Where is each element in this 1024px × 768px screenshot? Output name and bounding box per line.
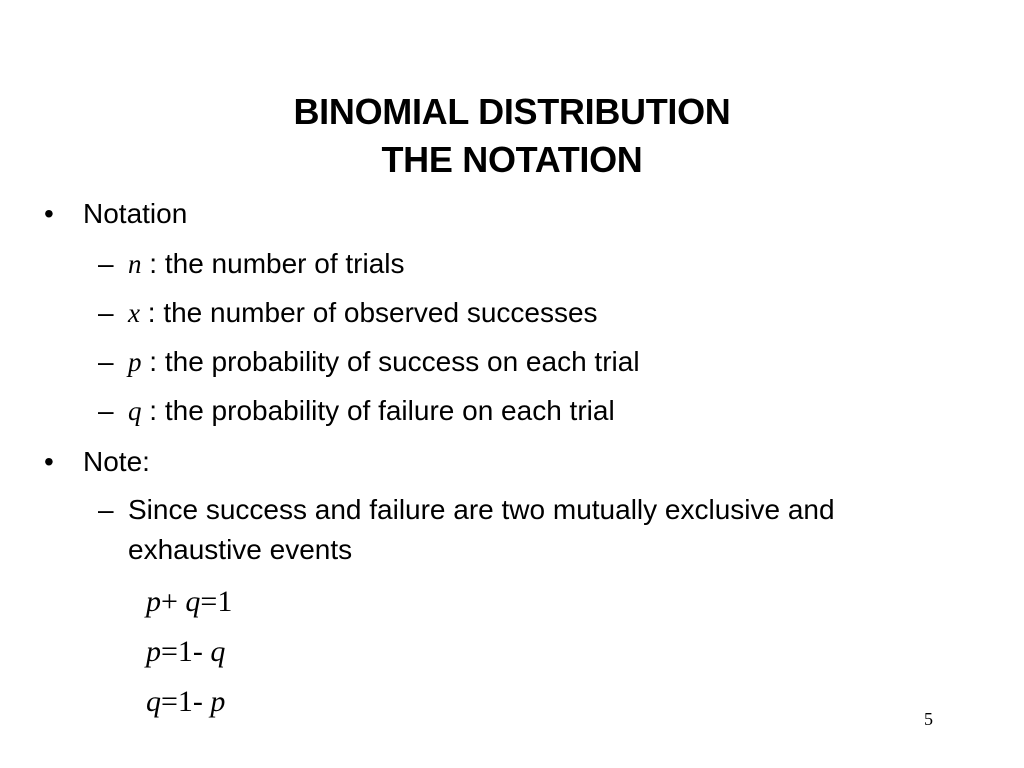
bullet-symbol: • <box>44 198 54 229</box>
variable-symbol: q <box>128 396 142 426</box>
equation-var-a: q <box>146 685 161 718</box>
equation-sum <box>146 585 232 619</box>
dash-marker: – <box>98 248 114 279</box>
equation-q <box>146 685 225 719</box>
sub-item-x <box>0 296 1024 330</box>
sub-item-n <box>0 247 1024 281</box>
equation-var-a: p <box>146 585 161 618</box>
bullet-item-note <box>0 445 1024 479</box>
page-number: 5 <box>924 709 933 729</box>
variable-symbol: n <box>128 249 142 279</box>
sub-item-text: : the number of trials <box>149 248 405 279</box>
equation-var-a: p <box>146 635 161 668</box>
dash-marker: – <box>98 395 114 426</box>
sub-item-text: : the probability of failure on each trial <box>149 395 615 426</box>
sub-item-q <box>0 394 1024 428</box>
title-line-1: BINOMIAL DISTRIBUTION <box>293 91 731 132</box>
equation-op: =1- <box>161 685 211 718</box>
equation-var-b: q <box>185 585 201 618</box>
equation-var-b: p <box>210 685 226 718</box>
sub-item-text: : the probability of success on each trial <box>149 346 640 377</box>
note-paragraph: Since success and failure are two mutually exclusive and exhaustive events <box>128 494 835 565</box>
dash-marker: – <box>98 494 114 525</box>
variable-symbol: x <box>128 298 140 328</box>
equation-op: =1 <box>200 585 233 618</box>
variable-symbol: p <box>128 347 142 377</box>
sub-item-p <box>0 345 1024 379</box>
equation-var-b: q <box>210 635 226 668</box>
bullet-item-notation <box>0 197 1024 231</box>
dash-marker: – <box>98 346 114 377</box>
bullet-label: Note: <box>83 446 150 477</box>
sub-item-text: : the number of observed successes <box>147 297 598 328</box>
bullet-label: Notation <box>83 198 188 229</box>
equation-op: + <box>161 585 186 618</box>
equation-p <box>146 635 225 669</box>
slide-title <box>0 88 1024 184</box>
title-line-2: THE NOTATION <box>381 139 643 180</box>
dash-marker: – <box>98 297 114 328</box>
bullet-symbol: • <box>44 446 54 477</box>
equation-op: =1- <box>161 635 211 668</box>
